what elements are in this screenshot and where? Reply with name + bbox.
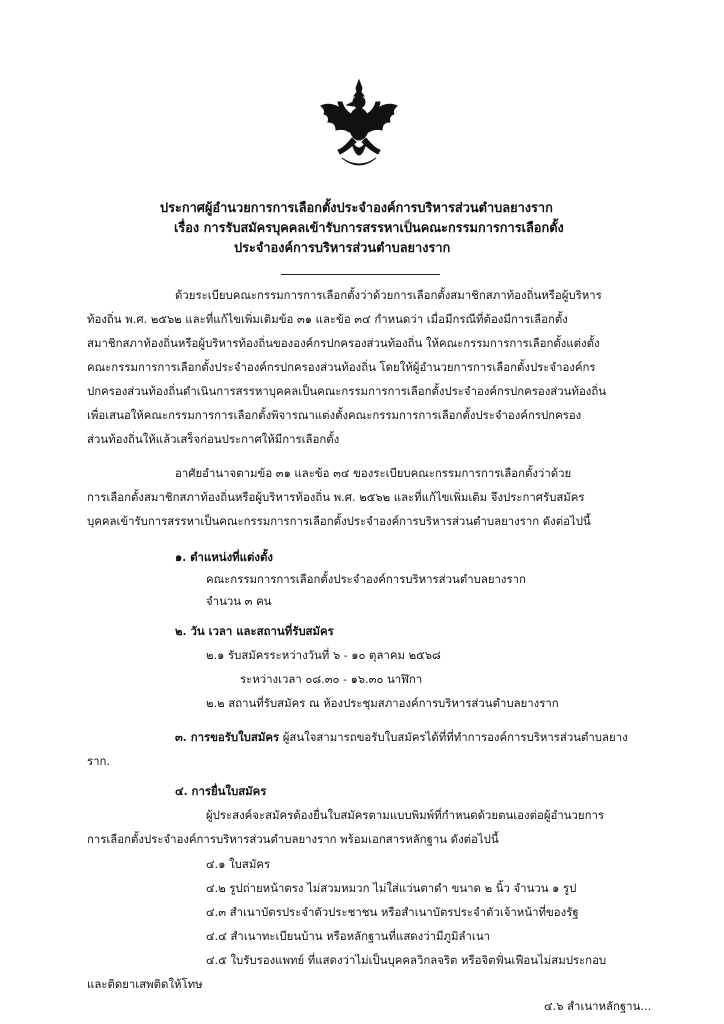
paragraph-1-line: เพื่อเสนอให้คณะกรรมการการเลือกตั้งพิจารณาแต่งตั้งคณะกรรมการการเลือกตั้งประจำองค์กรปกครอง	[87, 408, 582, 422]
section-3-continuation: ราก.	[87, 754, 111, 768]
document-list-item: ๔.๑ ใบสมัคร	[206, 857, 271, 871]
document-list-item: ๔.๓ สำเนาบัตรประจำตัวประชาชน หรือสำเนาบัตรประจำตัวเจ้าหน้าที่ของรัฐ	[206, 905, 579, 919]
title-divider	[281, 274, 440, 275]
garuda-emblem-icon	[318, 78, 400, 174]
section-1-heading: ๑. ตำแหน่งที่แต่งตั้ง	[175, 550, 273, 564]
paragraph-2-line: อาศัยอำนาจตามข้อ ๓๑ และข้อ ๓๔ ของระเบียบคณะกรรมการการเลือกตั้งว่าด้วย	[175, 466, 572, 480]
document-list-item: ๔.๒ รูปถ่ายหน้าตรง ไม่สวมหมวก ไม่ใส่แว่นตาดำ ขนาด ๒ นิ้ว จำนวน ๑ รูป	[206, 881, 577, 895]
section-2-line: ระหว่างเวลา ๐๘.๓๐ - ๑๖.๓๐ นาฬิกา	[240, 672, 423, 686]
section-4-heading: ๔. การยื่นใบสมัคร	[175, 784, 267, 798]
paragraph-1-line: ปกครองส่วนท้องถิ่นดำเนินการสรรหาบุคคลเป็นคณะกรรมการการเลือกตั้งประจำองค์กรปกครองส่วนท้องถิ่น	[87, 384, 607, 398]
section-4-line: การเลือกตั้งประจำองค์การบริหารส่วนตำบลยางราก พร้อมเอกสารหลักฐาน ดังต่อไปนี้	[87, 832, 499, 846]
paragraph-1-line: ด้วยระเบียบคณะกรรมการการเลือกตั้งว่าด้วยการเลือกตั้งสมาชิกสภาท้องถิ่นหรือผู้บริหาร	[175, 288, 602, 302]
section-3-text: ผู้สนใจสามารถขอรับใบสมัครได้ที่ที่ทำการองค์การบริหารส่วนตำบลยาง	[279, 730, 628, 744]
next-page-marker: ๔.๖ สำเนาหลักฐาน...	[544, 999, 652, 1013]
paragraph-1-line: ส่วนท้องถิ่นให้แล้วเสร็จก่อนประกาศให้มีการเลือกตั้ง	[87, 432, 340, 446]
section-4-continuation: และติดยาเสพติดให้โทษ	[87, 977, 203, 991]
paragraph-1-line: คณะกรรมการการเลือกตั้งประจำองค์กรปกครองส่วนท้องถิ่น โดยให้ผู้อำนวยการการเลือกตั้งประจำองค์กร	[87, 360, 596, 374]
section-4-line: ผู้ประสงค์จะสมัครต้องยื่นใบสมัครตามแบบพิมพ์ที่กำหนดด้วยตนเองต่อผู้อำนวยการ	[206, 808, 605, 822]
section-3-heading: ๓. การขอรับใบสมัคร	[175, 730, 280, 744]
title-line-3: ประจำองค์การบริหารส่วนตำบลยางราก	[234, 241, 451, 256]
paragraph-1-line: ท้องถิ่น พ.ศ. ๒๕๖๒ และที่แก้ไขเพิ่มเติมข้อ ๓๑ และข้อ ๓๔ กำหนดว่า เมื่อมีกรณีที่ต้องมีการเลือกตั้ง	[87, 312, 568, 326]
paragraph-2-line: การเลือกตั้งสมาชิกสภาท้องถิ่นหรือผู้บริหารท้องถิ่น พ.ศ. ๒๕๖๒ และที่แก้ไขเพิ่มเติม จึงประกาศรับสมัคร	[87, 490, 585, 504]
title-line-2: เรื่อง การรับสมัครบุคคลเข้ารับการสรรหาเป็นคณะกรรมการการเลือกตั้ง	[174, 221, 564, 236]
document-list-item: ๔.๕ ใบรับรองแพทย์ ที่แสดงว่าไม่เป็นบุคคลวิกลจริต หรือจิตฟั่นเฟือนไม่สมประกอบ	[206, 953, 607, 967]
section-1-line: จำนวน ๓ คน	[206, 594, 272, 608]
announcement-title	[150, 199, 570, 259]
section-2-heading: ๒. วัน เวลา และสถานที่รับสมัคร	[175, 624, 334, 638]
title-line-1: ประกาศผู้อำนวยการการเลือกตั้งประจำองค์การบริหารส่วนตำบลยางราก	[160, 201, 553, 216]
section-2-line: ๒.๒ สถานที่รับสมัคร ณ ห้องประชุมสภาองค์การบริหารส่วนตำบลยางราก	[206, 696, 559, 710]
section-1-line: คณะกรรมการการเลือกตั้งประจำองค์การบริหารส่วนตำบลยางราก	[206, 572, 526, 586]
paragraph-2-line: บุคคลเข้ารับการสรรหาเป็นคณะกรรมการการเลือกตั้งประจำองค์การบริหารส่วนตำบลยางราก ดังต่อไปนี้	[87, 514, 591, 528]
document-list-item: ๔.๔ สำเนาทะเบียนบ้าน หรือหลักฐานที่แสดงว่ามีภูมิลำเนา	[206, 929, 491, 943]
section-2-line: ๒.๑ รับสมัครระหว่างวันที่ ๖ - ๑๐ ตุลาคม ๒๕๖๘	[206, 648, 441, 662]
paragraph-1-line: สมาชิกสภาท้องถิ่นหรือผู้บริหารท้องถิ่นขององค์กรปกครองส่วนท้องถิ่น ให้คณะกรรมการการเลือกตั้งแต่งตั้ง	[87, 336, 600, 350]
section-3-line	[175, 729, 628, 745]
